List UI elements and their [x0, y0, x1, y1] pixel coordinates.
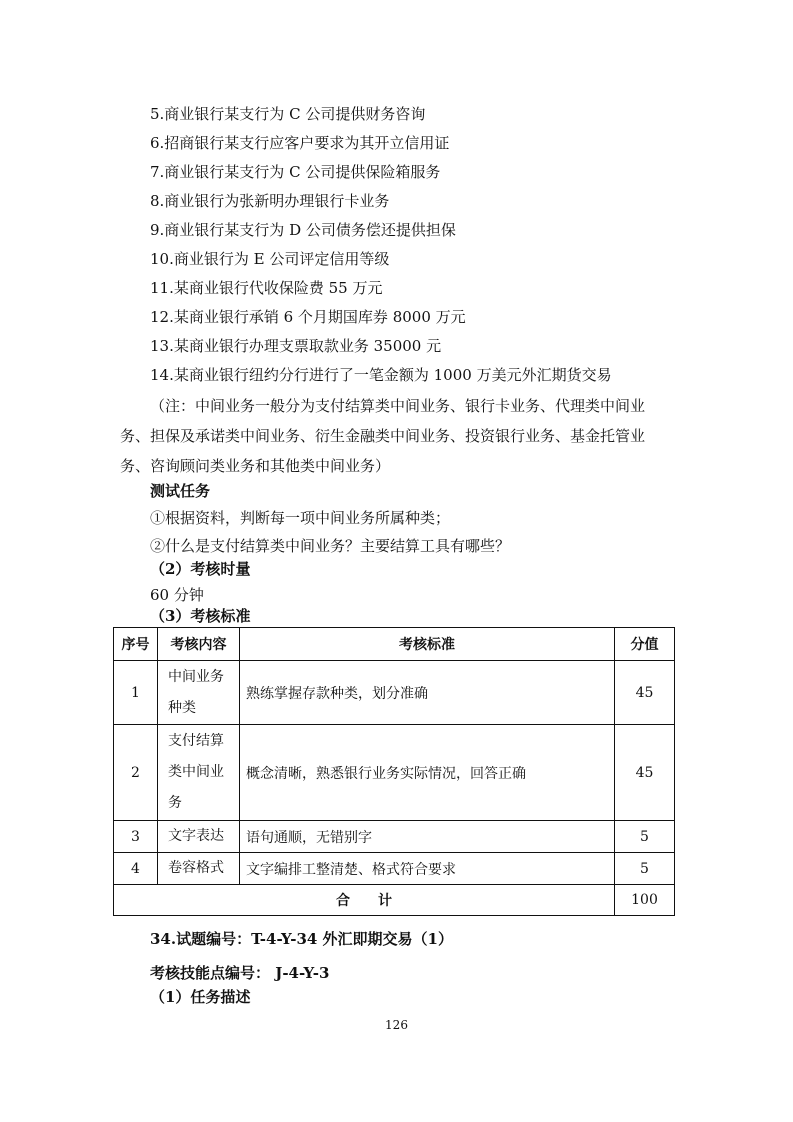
- content-line: 种类: [168, 699, 196, 716]
- row-score: 5: [615, 821, 675, 853]
- row-content: [158, 661, 240, 725]
- item-line: 8.商业银行为张新明办理银行卡业务: [150, 192, 390, 210]
- content-line: 类中间业: [168, 764, 224, 780]
- header-no: 序号: [114, 628, 158, 661]
- row-no: 4: [114, 853, 158, 885]
- task-question-2: ②什么是支付结算类中间业务？主要结算工具有哪些？: [150, 537, 511, 555]
- content-line: 中间业务: [168, 668, 224, 685]
- item-line: 14.某商业银行纽约分行进行了一笔金额为 1000 万美元外汇期货交易: [150, 366, 612, 384]
- row-standard: 概念清晰，熟悉银行业务实际情况，回答正确: [240, 725, 615, 821]
- header-standard: 考核标准: [240, 628, 615, 661]
- row-standard: 熟练掌握存款种类，划分准确: [240, 661, 615, 725]
- table-row: [114, 661, 675, 725]
- note-line: 务、咨询顾问类业务和其他类中间业务）: [120, 457, 391, 475]
- row-no: 2: [114, 725, 158, 821]
- content-line: 卷容格式: [168, 860, 224, 876]
- row-no: 3: [114, 821, 158, 853]
- item-line: 7.商业银行某支行为 C 公司提供保险箱服务: [150, 163, 441, 181]
- table-total-row: [114, 885, 675, 916]
- content-line: 文字表达: [168, 828, 224, 844]
- table-row: [114, 725, 675, 821]
- row-standard: 语句通顺，无错别字: [240, 821, 615, 853]
- header-score: 分值: [615, 628, 675, 661]
- time-value: 60 分钟: [150, 586, 204, 604]
- row-standard: 文字编排工整清楚、格式符合要求: [240, 853, 615, 885]
- item-line: 10.商业银行为 E 公司评定信用等级: [150, 250, 390, 268]
- content-line: 支付结算: [168, 733, 224, 749]
- table-header-row: [114, 628, 675, 661]
- task-question-1: ①根据资料，判断每一项中间业务所属种类；: [150, 509, 451, 527]
- table-row: [114, 821, 675, 853]
- content-line: 务: [168, 795, 182, 811]
- row-content: [158, 853, 240, 885]
- row-no: 1: [114, 661, 158, 725]
- item-line: 5.商业银行某支行为 C 公司提供财务咨询: [150, 105, 426, 123]
- row-content: [158, 725, 240, 821]
- question-title: 34.试题编号：T-4-Y-34 外汇即期交易（1）: [150, 930, 453, 948]
- total-label: 合 计: [114, 885, 615, 916]
- row-score: 45: [615, 661, 675, 725]
- skill-code: 考核技能点编号： J-4-Y-3: [150, 964, 330, 982]
- task-description-heading: （1）任务描述: [150, 988, 251, 1006]
- item-line: 6.招商银行某支行应客户要求为其开立信用证: [150, 134, 450, 152]
- item-line: 9.商业银行某支行为 D 公司债务偿还提供担保: [150, 221, 456, 239]
- item-line: 13.某商业银行办理支票取款业务 35000 元: [150, 337, 442, 355]
- row-score: 45: [615, 725, 675, 821]
- task-heading: 测试任务: [150, 482, 211, 500]
- row-content: [158, 821, 240, 853]
- time-heading: （2）考核时量: [150, 560, 251, 578]
- note-line: 务、担保及承诺类中间业务、衍生金融类中间业务、投资银行业务、基金托管业: [120, 427, 646, 445]
- header-content: 考核内容: [158, 628, 240, 661]
- item-line: 11.某商业银行代收保险费 55 万元: [150, 279, 383, 297]
- assessment-table: [113, 627, 675, 916]
- standard-heading: （3）考核标准: [150, 607, 251, 625]
- note-line: （注：中间业务一般分为支付结算类中间业务、银行卡业务、代理类中间业: [150, 397, 646, 415]
- item-line: 12.某商业银行承销 6 个月期国库券 8000 万元: [150, 308, 466, 326]
- row-score: 5: [615, 853, 675, 885]
- page-number: 126: [385, 1018, 408, 1032]
- total-score: 100: [615, 885, 675, 916]
- table-row: [114, 853, 675, 885]
